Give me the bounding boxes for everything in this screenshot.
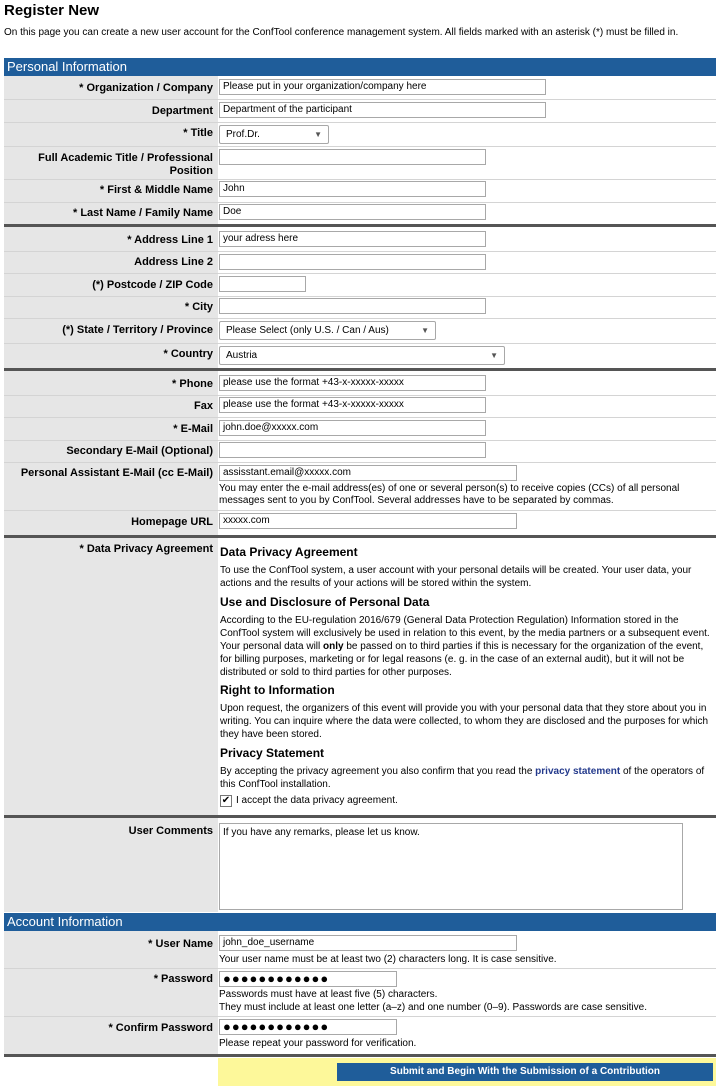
row-divider (4, 122, 716, 123)
homepage-label: Homepage URL (131, 516, 213, 528)
row-divider (4, 202, 716, 203)
address-line2-input[interactable] (219, 254, 486, 270)
country-label: * Country (163, 348, 213, 360)
right-to-information-heading: Right to Information (220, 683, 335, 697)
email-label: * E-Mail (173, 423, 213, 435)
address-line1-label: * Address Line 1 (127, 234, 213, 246)
row-divider (4, 273, 716, 274)
city-label: * City (184, 301, 213, 313)
privacy-text: To use the ConfTool system, a user account with your personal details will be created. Your user data, your actions and the results of your actions will be stored within the system. (220, 565, 692, 589)
state-select[interactable] (219, 321, 436, 340)
section-separator (4, 1054, 716, 1057)
privacy-accept-label: I accept the data privacy agreement. (236, 795, 398, 806)
academic-title-label: Full Academic Title / Professional Position (38, 152, 213, 177)
postcode-input[interactable] (219, 276, 306, 292)
confirm-password-label: * Confirm Password (108, 1022, 213, 1034)
chevron-down-icon: ▼ (490, 351, 498, 360)
privacy-statement-link[interactable]: privacy statement (535, 766, 621, 777)
phone-input[interactable]: please use the format +43-x-xxxxx-xxxxx (219, 375, 486, 391)
row-divider (4, 395, 716, 396)
page-intro: On this page you can create a new user account for the ConfTool conference management system. All fields marked with an asterisk (*) must be filled in. (4, 27, 679, 38)
label-column (4, 227, 218, 368)
first-name-input[interactable]: John (219, 181, 486, 197)
last-name-label: * Last Name / Family Name (72, 207, 213, 219)
phone-label: * Phone (172, 378, 213, 390)
row-divider (4, 417, 716, 418)
password-input[interactable]: ●●●●●●●●●●●● (219, 971, 397, 987)
username-input[interactable]: john_doe_username (219, 935, 517, 951)
department-label: Department (151, 105, 213, 117)
row-divider (4, 251, 716, 252)
fax-input[interactable]: please use the format +43-x-xxxxx-xxxxx (219, 397, 486, 413)
comments-label: User Comments (128, 825, 213, 837)
organization-label: * Organization / Company (79, 82, 213, 94)
postcode-label: (*) Postcode / ZIP Code (92, 279, 213, 291)
row-divider (4, 510, 716, 511)
chevron-down-icon: ▼ (421, 326, 429, 335)
state-label: (*) State / Territory / Province (62, 324, 213, 336)
confirm-password-input[interactable]: ●●●●●●●●●●●● (219, 1019, 397, 1035)
first-name-label: * First & Middle Name (99, 184, 213, 196)
secondary-email-input[interactable] (219, 442, 486, 458)
row-divider (4, 968, 716, 969)
disclosure-heading: Use and Disclosure of Personal Data (220, 595, 430, 609)
submit-button[interactable]: Submit and Begin With the Submission of a Contribution (337, 1063, 713, 1081)
fax-label: Fax (194, 400, 213, 412)
comments-textarea[interactable] (219, 823, 683, 910)
homepage-input[interactable]: xxxxx.com (219, 513, 517, 529)
password-hint-chars: They must include at least one letter (a–z) and one number (0–9). Passwords are case sensitive. (219, 1002, 647, 1013)
privacy-statement-heading: Privacy Statement (220, 746, 325, 760)
label-column (4, 538, 218, 815)
title-select-value: Prof.Dr. (226, 129, 260, 140)
organization-input[interactable]: Please put in your organization/company here (219, 79, 546, 95)
country-select[interactable] (219, 346, 505, 365)
username-hint: Your user name must be at least two (2) characters long. It is case sensitive. (219, 954, 557, 965)
row-divider (4, 343, 716, 344)
assistant-email-input[interactable]: assisstant.email@xxxxx.com (219, 465, 517, 481)
email-input[interactable]: john.doe@xxxxx.com (219, 420, 486, 436)
disclosure-text-c: be passed on to third parties if this is necessary for the organization of the event, for billing purposes, marketing or for legal reasons (e. g. in the case of an external audit), but it will not be distributed or sold to third parties for other purposes. (220, 641, 704, 678)
row-divider (4, 296, 716, 297)
academic-title-input[interactable] (219, 149, 486, 165)
row-divider (4, 99, 716, 100)
country-select-value: Austria (226, 350, 258, 361)
assistant-email-hint: You may enter the e-mail address(es) of one or several person(s) to receive copies (CCs) of all personal messages sent to you by ConfTool. Several addresses have to be separated by commas. (219, 483, 680, 506)
disclosure-text-only: only (323, 641, 344, 652)
username-label: * User Name (148, 938, 213, 950)
department-input[interactable]: Department of the participant (219, 102, 546, 118)
address-line2-label: Address Line 2 (134, 256, 213, 268)
city-input[interactable] (219, 298, 486, 314)
row-divider (4, 146, 716, 147)
address-line1-input[interactable]: your adress here (219, 231, 486, 247)
privacy-statement-text-a: By accepting the privacy agreement you also confirm that you read the (220, 766, 536, 777)
privacy-accept-checkbox[interactable]: ✔ (221, 795, 231, 806)
privacy-statement-text-b: of the operators of this ConfTool installation. (220, 766, 705, 790)
page-title: Register New (4, 2, 100, 19)
disclosure-text-a: According to the EU-regulation 2016/679 (General Data Protection Regulation) Information stored in the ConfTool system will exclusively be used in relation to this event, by the media partners or a subsequent event. Your personal data will (220, 615, 710, 652)
row-divider (4, 1016, 716, 1017)
assistant-email-label: Personal Assistant E-Mail (cc E-Mail) (20, 467, 213, 479)
disclosure-text (220, 614, 713, 679)
title-label: * Title (183, 127, 213, 139)
row-divider (4, 462, 716, 463)
password-label: * Password (153, 973, 213, 985)
state-select-value: Please Select (only U.S. / Can / Aus) (226, 325, 389, 336)
privacy-label: * Data Privacy Agreement (79, 543, 213, 555)
right-to-information-text: Upon request, the organizers of this event will provide you with your personal data that they store about you in writing. You can inquire where the data were collected, to whom they are disclosed and the purposes for which they have been stored. (220, 703, 709, 740)
secondary-email-label: Secondary E-Mail (Optional) (66, 445, 213, 457)
password-hint-length: Passwords must have at least five (5) characters. (219, 989, 438, 1000)
privacy-statement-text (220, 765, 713, 791)
row-divider (4, 318, 716, 319)
chevron-down-icon: ▼ (314, 130, 322, 139)
title-select[interactable] (219, 125, 329, 144)
last-name-input[interactable]: Doe (219, 204, 486, 220)
section-account-information: Account Information (4, 913, 716, 931)
row-divider (4, 440, 716, 441)
section-personal-information: Personal Information (4, 58, 716, 76)
confirm-password-hint: Please repeat your password for verification. (219, 1038, 417, 1049)
row-divider (4, 179, 716, 180)
privacy-heading: Data Privacy Agreement (220, 545, 358, 559)
